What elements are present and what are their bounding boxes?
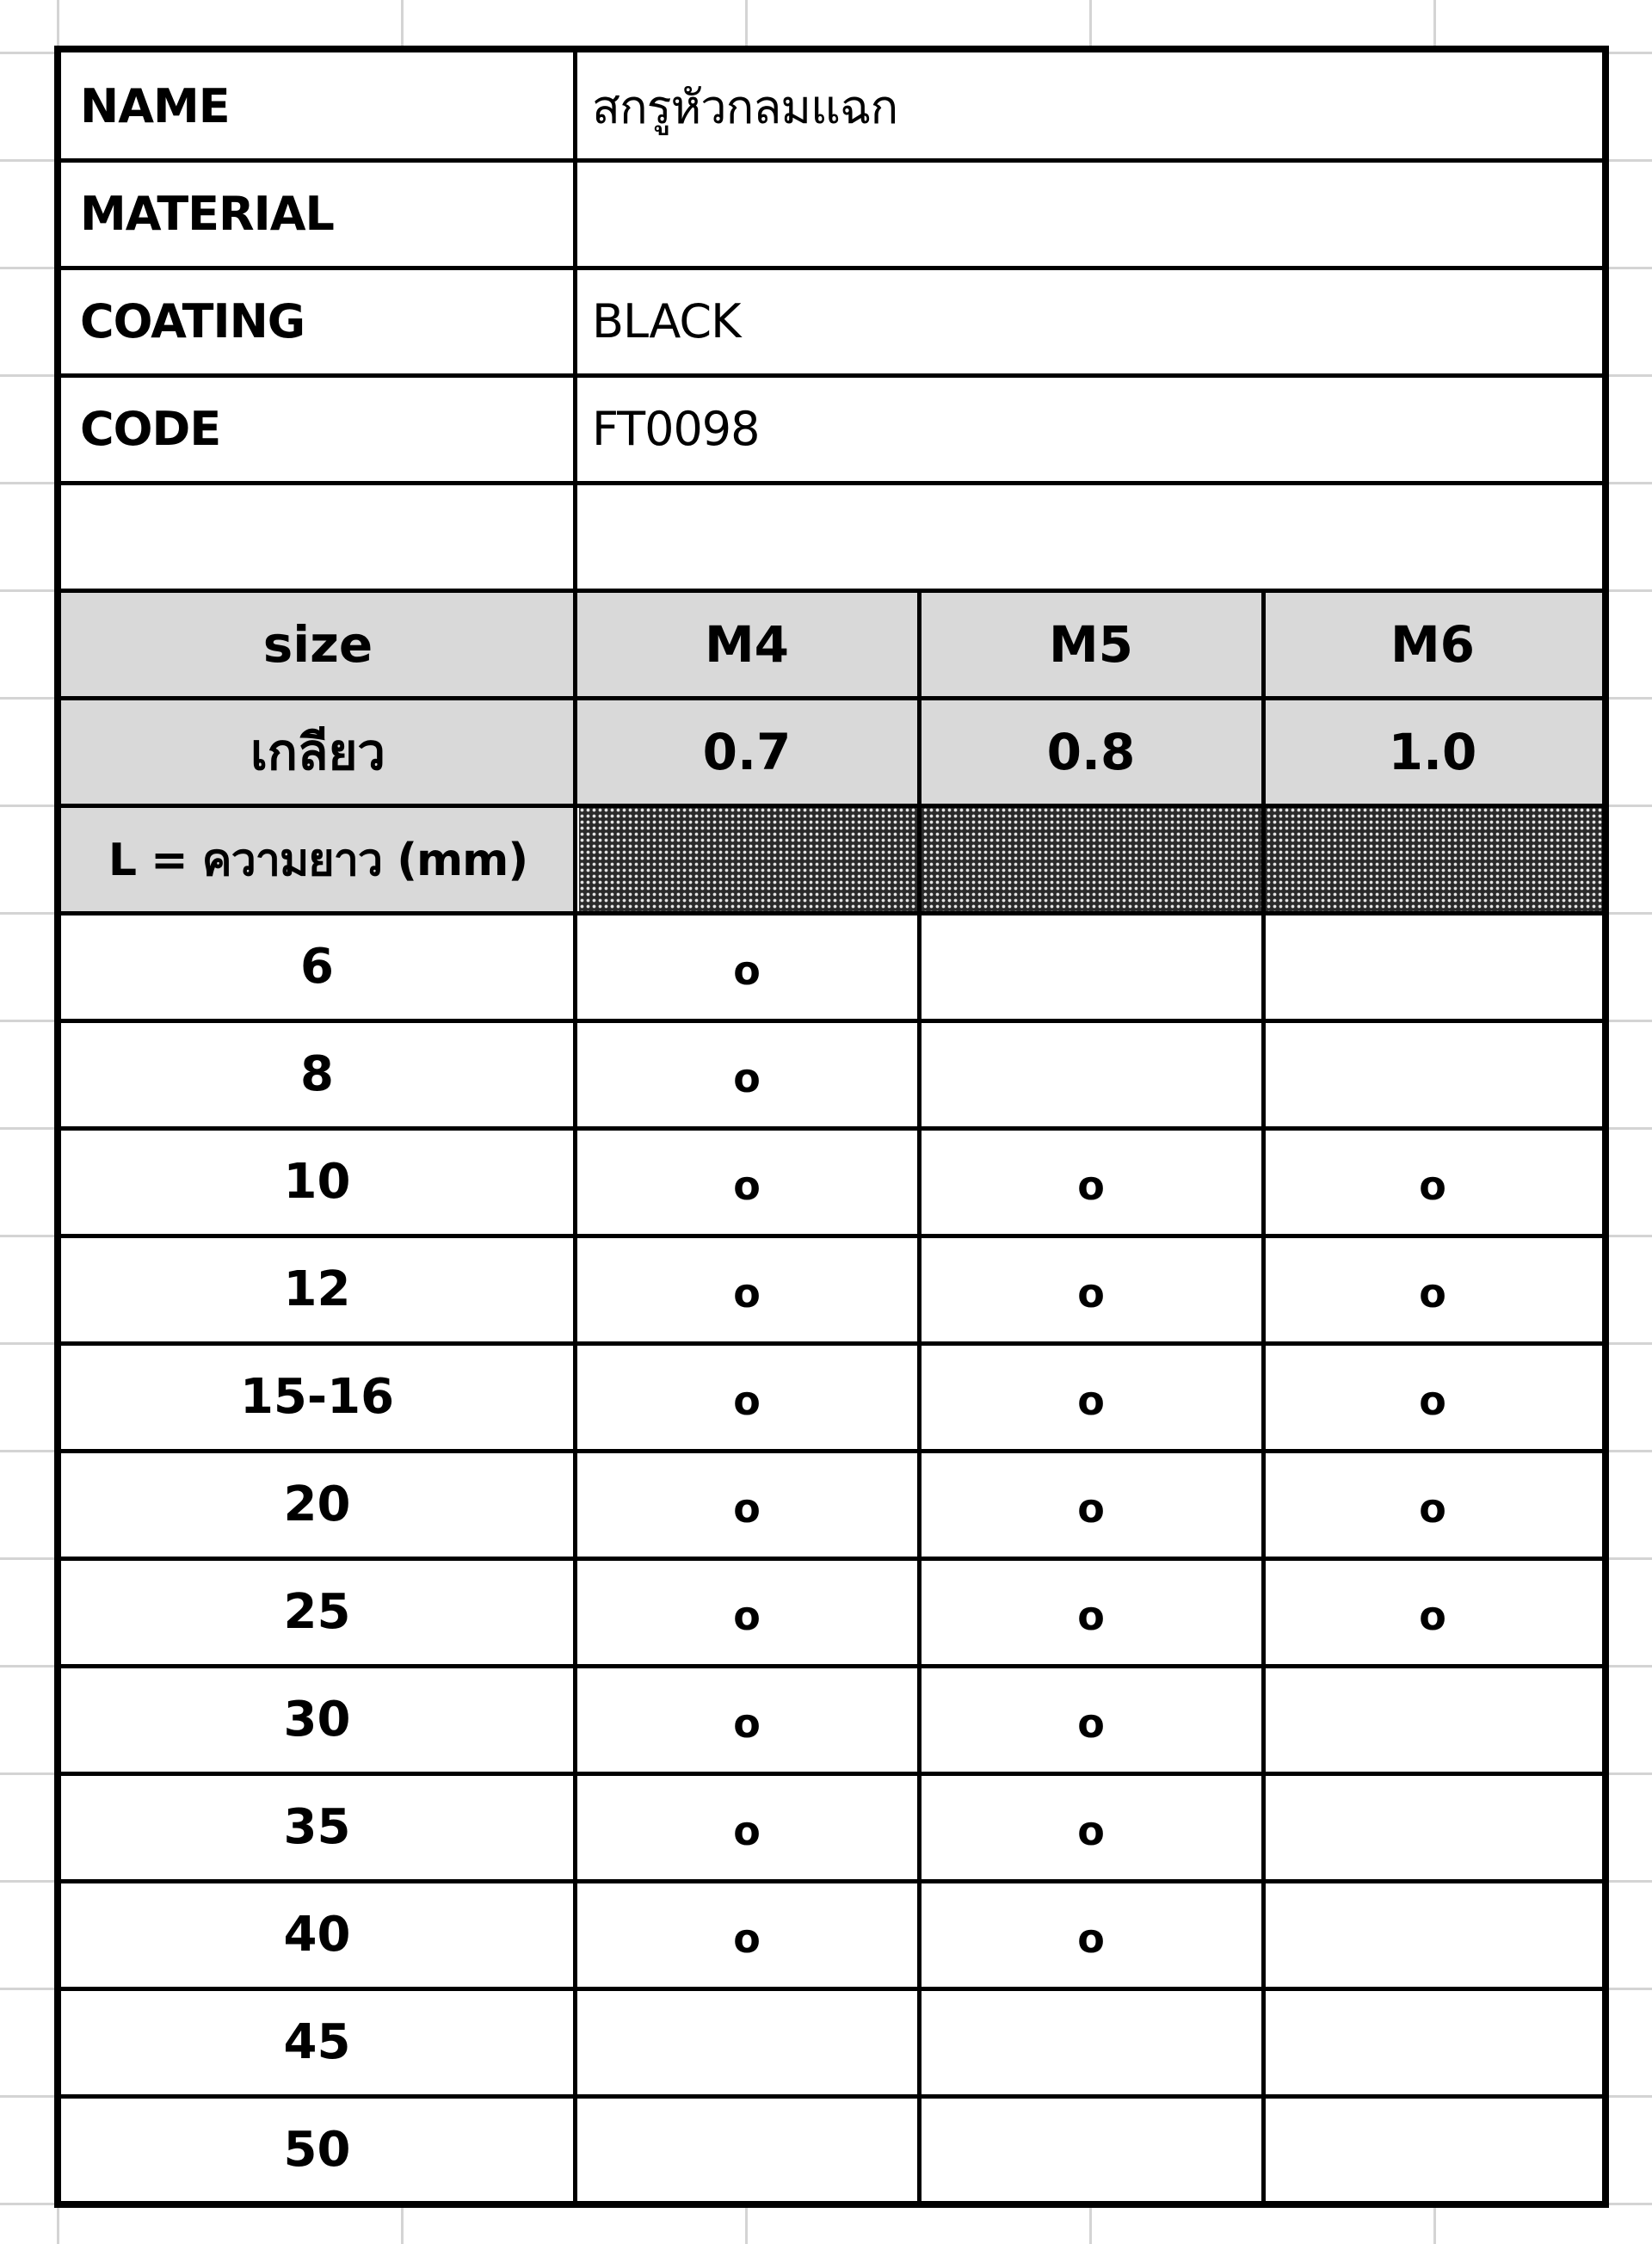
blank-row[interactable] bbox=[61, 483, 1602, 590]
availability-mark-m5[interactable]: o bbox=[1077, 1914, 1105, 1962]
column-divider bbox=[917, 590, 922, 2201]
availability-mark-m6[interactable] bbox=[1263, 1773, 1602, 1881]
availability-mark-m5[interactable] bbox=[919, 2096, 1263, 2204]
hatched-cells bbox=[579, 807, 1602, 911]
row-divider bbox=[61, 696, 1602, 700]
availability-mark-m4[interactable]: o bbox=[733, 1269, 761, 1316]
row-divider bbox=[61, 1126, 1602, 1131]
row-divider bbox=[61, 589, 1602, 593]
availability-mark-m6[interactable]: o bbox=[1419, 1592, 1446, 1639]
row-divider bbox=[61, 481, 1602, 485]
size-m4[interactable]: M4 bbox=[575, 590, 919, 698]
availability-mark-m6[interactable] bbox=[1263, 1988, 1602, 2096]
availability-mark-m4[interactable]: o bbox=[733, 946, 761, 994]
pitch-m5[interactable]: 0.8 bbox=[919, 698, 1263, 805]
name-label[interactable]: NAME bbox=[80, 79, 230, 133]
availability-mark-m4[interactable]: o bbox=[733, 1699, 761, 1747]
row-divider bbox=[61, 266, 1602, 270]
length-label[interactable]: L = ความยาว (mm) bbox=[61, 805, 575, 913]
row-divider bbox=[61, 2094, 1602, 2099]
row-divider bbox=[61, 911, 1602, 915]
availability-mark-m4[interactable]: o bbox=[733, 1592, 761, 1639]
availability-mark-m5[interactable]: o bbox=[1077, 1269, 1105, 1316]
availability-mark-m6[interactable]: o bbox=[1419, 1484, 1446, 1532]
length-value[interactable]: 35 bbox=[283, 1799, 351, 1855]
name-value[interactable]: สกรูหัวกลมแฉก bbox=[592, 79, 898, 134]
pitch-m4[interactable]: 0.7 bbox=[575, 698, 919, 805]
code-value[interactable]: FT0098 bbox=[592, 402, 760, 456]
row-divider bbox=[61, 1772, 1602, 1776]
availability-mark-m6[interactable] bbox=[1263, 1020, 1602, 1128]
row-divider bbox=[61, 373, 1602, 378]
availability-mark-m5[interactable] bbox=[919, 1020, 1263, 1128]
availability-mark-m4[interactable]: o bbox=[733, 1162, 761, 1209]
length-value[interactable]: 6 bbox=[300, 939, 334, 995]
size-m6[interactable]: M6 bbox=[1263, 590, 1602, 698]
spec-table bbox=[54, 46, 1609, 2208]
material-value[interactable] bbox=[575, 160, 1602, 268]
pitch-label[interactable]: เกลียว bbox=[61, 698, 575, 805]
row-divider bbox=[61, 1341, 1602, 1346]
length-value[interactable]: 40 bbox=[283, 1907, 351, 1963]
length-value[interactable]: 12 bbox=[283, 1261, 351, 1317]
availability-mark-m6[interactable] bbox=[1263, 1666, 1602, 1773]
coating-label[interactable]: COATING bbox=[80, 294, 305, 348]
availability-mark-m4[interactable]: o bbox=[733, 1377, 761, 1424]
column-divider bbox=[1261, 590, 1266, 2201]
row-divider bbox=[61, 1987, 1602, 1991]
row-divider bbox=[61, 1557, 1602, 1561]
availability-mark-m6[interactable] bbox=[1263, 913, 1602, 1020]
length-value[interactable]: 10 bbox=[283, 1154, 351, 1210]
availability-mark-m5[interactable]: o bbox=[1077, 1162, 1105, 1209]
length-value[interactable]: 50 bbox=[283, 2122, 351, 2178]
availability-mark-m4[interactable] bbox=[575, 1988, 919, 2096]
coating-value[interactable]: BLACK bbox=[592, 294, 741, 348]
row-divider bbox=[61, 1449, 1602, 1453]
availability-mark-m6[interactable]: o bbox=[1419, 1269, 1446, 1316]
row-divider bbox=[61, 158, 1602, 163]
availability-mark-m5[interactable]: o bbox=[1077, 1699, 1105, 1747]
row-divider bbox=[61, 1664, 1602, 1668]
availability-mark-m4[interactable]: o bbox=[733, 1807, 761, 1854]
availability-mark-m5[interactable] bbox=[919, 913, 1263, 1020]
availability-mark-m6[interactable]: o bbox=[1419, 1377, 1446, 1424]
size-m5[interactable]: M5 bbox=[919, 590, 1263, 698]
availability-mark-m5[interactable]: o bbox=[1077, 1484, 1105, 1532]
availability-mark-m5[interactable]: o bbox=[1077, 1377, 1105, 1424]
availability-mark-m4[interactable] bbox=[575, 2096, 919, 2204]
row-divider bbox=[61, 804, 1602, 808]
length-value[interactable]: 45 bbox=[283, 2014, 351, 2070]
availability-mark-m6[interactable] bbox=[1263, 2096, 1602, 2204]
availability-mark-m6[interactable]: o bbox=[1419, 1162, 1446, 1209]
row-divider bbox=[61, 1234, 1602, 1238]
availability-mark-m4[interactable]: o bbox=[733, 1054, 761, 1101]
code-label[interactable]: CODE bbox=[80, 402, 221, 456]
length-value[interactable]: 20 bbox=[283, 1476, 351, 1532]
size-label[interactable]: size bbox=[61, 590, 575, 698]
column-divider bbox=[573, 52, 577, 2201]
pitch-m6[interactable]: 1.0 bbox=[1263, 698, 1602, 805]
availability-mark-m4[interactable]: o bbox=[733, 1484, 761, 1532]
length-value[interactable]: 8 bbox=[300, 1046, 334, 1102]
availability-mark-m5[interactable]: o bbox=[1077, 1592, 1105, 1639]
availability-mark-m5[interactable] bbox=[919, 1988, 1263, 2096]
availability-mark-m5[interactable]: o bbox=[1077, 1807, 1105, 1854]
availability-mark-m4[interactable]: o bbox=[733, 1914, 761, 1962]
length-value[interactable]: 15-16 bbox=[239, 1369, 395, 1425]
availability-mark-m6[interactable] bbox=[1263, 1881, 1602, 1988]
material-label[interactable]: MATERIAL bbox=[80, 187, 334, 241]
length-value[interactable]: 30 bbox=[283, 1692, 351, 1748]
row-divider bbox=[61, 1019, 1602, 1023]
length-value[interactable]: 25 bbox=[283, 1584, 351, 1640]
row-divider bbox=[61, 1879, 1602, 1883]
